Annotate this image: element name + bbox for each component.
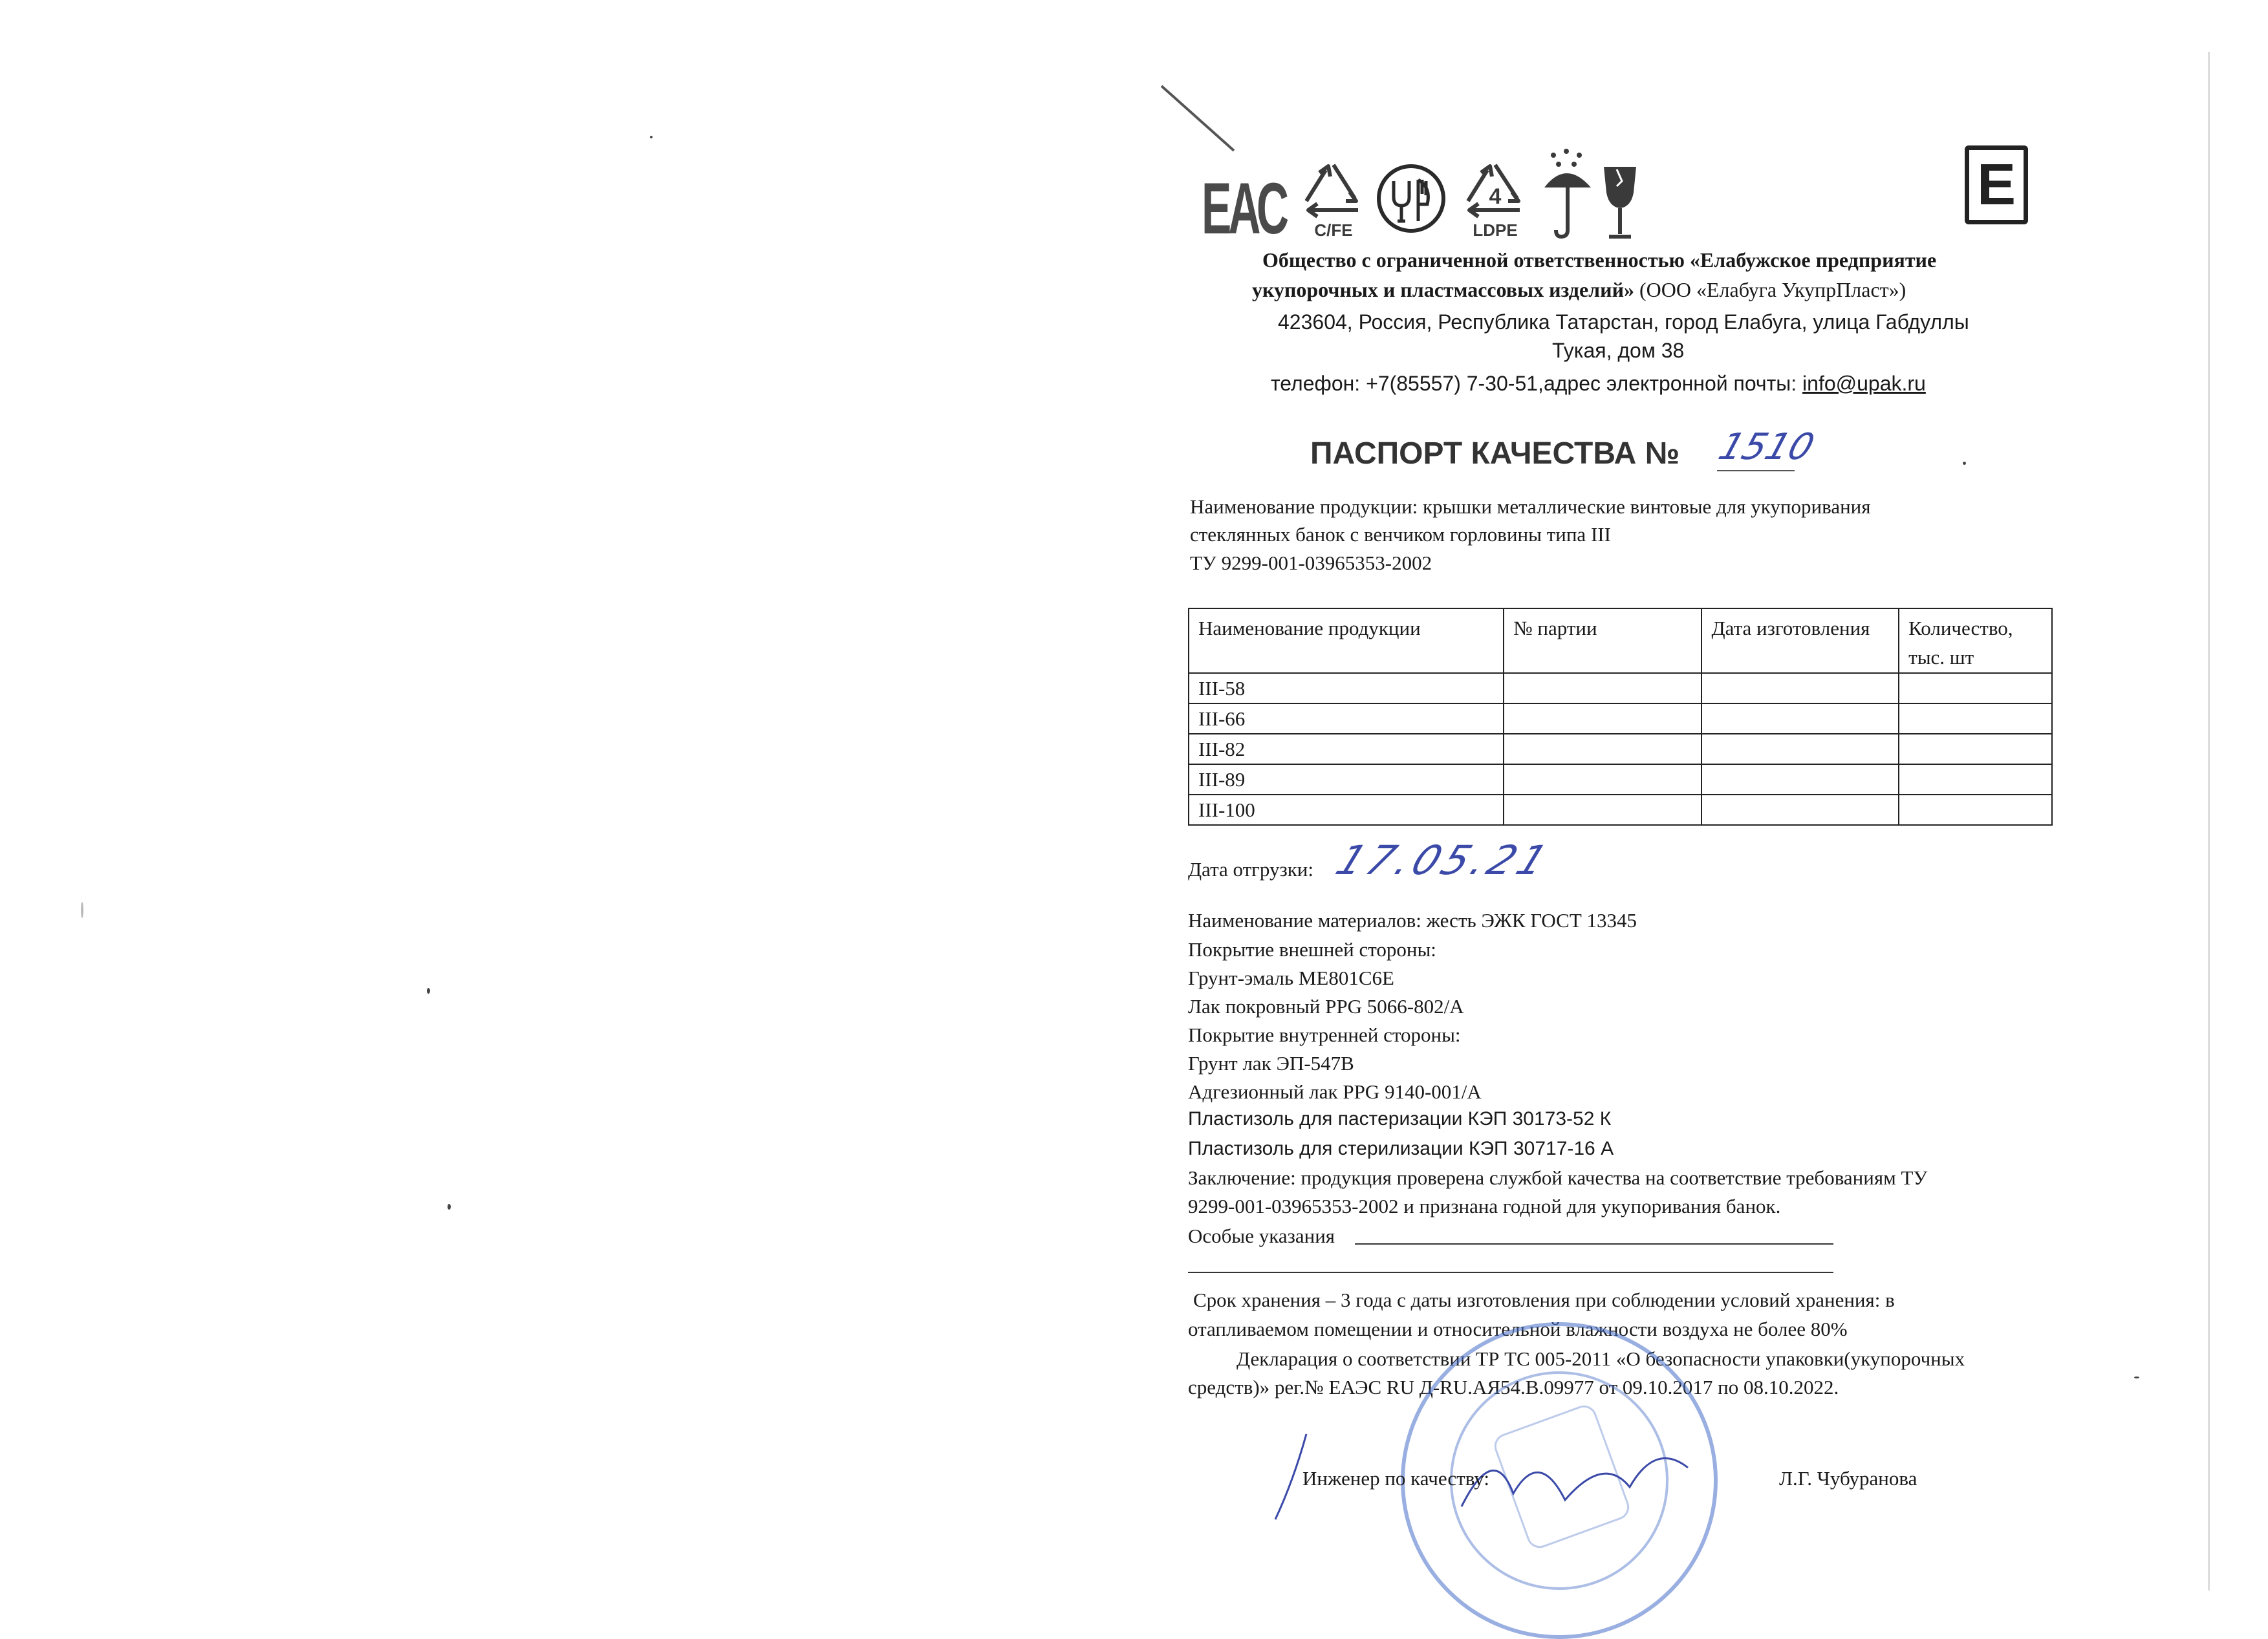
cell-product: III-100	[1189, 795, 1504, 825]
scan-speck	[650, 136, 653, 138]
materials-line-7: Адгезионный лак PPG 9140-001/А	[1188, 1080, 1482, 1103]
address-line-2: Тукая, дом 38	[1552, 339, 1685, 362]
product-line-2: стеклянных банок с венчиком горловины типа III	[1190, 523, 1611, 546]
col-header-product: Наименование продукции	[1189, 608, 1504, 673]
cell-qty	[1899, 764, 2052, 795]
keep-dry-icon	[1540, 147, 1595, 241]
cell-batch	[1504, 764, 1701, 795]
table-header-row	[1189, 608, 2052, 673]
eac-mark: ЕАС	[1202, 168, 1286, 249]
materials-line-8: Пластизоль для пастеризации КЭП 30173-52 К	[1188, 1108, 1612, 1130]
shipping-label: Дата отгрузки:	[1188, 858, 1313, 881]
page-title: ПАСПОРТ КАЧЕСТВА №	[1310, 436, 1680, 471]
table-row	[1189, 673, 2052, 703]
cell-qty	[1899, 673, 2052, 703]
company-line-2	[1252, 279, 1906, 300]
fragile-glass-icon	[1597, 162, 1643, 242]
conclusion-line-1: Заключение: продукция проверена службой качества на соответствие требованиям ТУ	[1188, 1166, 1928, 1189]
shipping-date: 17.05.21	[1329, 837, 1559, 884]
food-safe-icon	[1374, 162, 1449, 236]
cell-qty	[1899, 734, 2052, 764]
materials-line-6: Грунт лак ЭП-547В	[1188, 1052, 1354, 1075]
special-instructions-label: Особые указания	[1188, 1225, 1335, 1247]
cell-date	[1701, 764, 1899, 795]
product-line-1: Наименование продукции: крышки металлические винтовые для укупоривания	[1190, 495, 1871, 518]
signatory-name: Л.Г. Чубуранова	[1779, 1467, 1917, 1490]
address-line-1: 423604, Россия, Республика Татарстан, город Елабуга, улица Габдуллы	[1278, 310, 1969, 334]
cell-batch	[1504, 795, 1701, 825]
table-row	[1189, 764, 2052, 795]
pen-mark	[1158, 81, 1242, 158]
materials-line-2: Покрытие внешней стороны:	[1188, 938, 1436, 961]
cfe-label: C/FE	[1314, 220, 1353, 240]
passport-number: 1510	[1713, 426, 1820, 468]
ldpe-number: 4	[1489, 184, 1502, 209]
cell-date	[1701, 795, 1899, 825]
cell-date	[1701, 734, 1899, 764]
signature-label: Инженер по качеству:	[1302, 1467, 1490, 1490]
cell-qty	[1899, 703, 2052, 734]
declaration-line-2: средств)» рег.№ ЕАЭС RU Д-RU.АЯ54.В.09977 от 09.10.2017 по 08.10.2022.	[1188, 1376, 1839, 1398]
e-mark-icon: E	[1965, 145, 2028, 224]
col-header-qty: Количество, тыс. шт	[1899, 608, 2052, 673]
materials-line-9: Пластизоль для стерилизации КЭП 30717-16 А	[1188, 1138, 1614, 1159]
scan-speck	[81, 902, 83, 918]
recycle-cfe-icon	[1297, 158, 1371, 241]
cell-product: III-89	[1189, 764, 1504, 795]
cell-batch	[1504, 673, 1701, 703]
cell-product: III-82	[1189, 734, 1504, 764]
phone-text: телефон: +7(85557) 7-30-51,адрес электронной почты:	[1271, 372, 1803, 395]
company-line-1: Общество с ограниченной ответственностью «Елабужское предприятие	[1262, 248, 1937, 272]
number-underline	[1717, 470, 1795, 471]
conclusion-line-2: 9299-001-03965353-2002 и признана годной для укупоривания банок.	[1188, 1195, 1781, 1217]
col-header-date: Дата изготовления	[1701, 608, 1899, 673]
products-table	[1188, 608, 2053, 826]
scan-speck	[2134, 1377, 2139, 1378]
storage-line-1: Срок хранения – 3 года с даты изготовления при соблюдении условий хранения: в	[1193, 1289, 1895, 1311]
materials-line-1: Наименование материалов: жесть ЭЖК ГОСТ 13345	[1188, 909, 1637, 932]
cell-batch	[1504, 734, 1701, 764]
table-row	[1189, 734, 2052, 764]
storage-line-2: отапливаемом помещении и относительной влажности воздуха не более 80%	[1188, 1318, 1848, 1340]
col-header-batch: № партии	[1504, 608, 1701, 673]
scan-speck	[448, 1204, 451, 1210]
ldpe-label: LDPE	[1473, 220, 1518, 240]
cell-product: III-58	[1189, 673, 1504, 703]
cell-qty	[1899, 795, 2052, 825]
special-instructions-line-2	[1188, 1272, 1833, 1273]
email-link[interactable]: info@upak.ru	[1802, 372, 1926, 395]
cell-batch	[1504, 703, 1701, 734]
company-short-name: (ООО «Елабуга УкупрПласт»)	[1634, 278, 1906, 301]
cell-date	[1701, 703, 1899, 734]
scan-edge	[2208, 52, 2210, 1591]
declaration-line-1: Декларация о соответствии ТР ТС 005-2011 «О безопасности упаковки(укупорочных	[1237, 1347, 1965, 1370]
cell-product: III-66	[1189, 703, 1504, 734]
materials-line-3: Грунт-эмаль МЕ801С6Е	[1188, 967, 1394, 989]
table-row	[1189, 795, 2052, 825]
materials-line-5: Покрытие внутренней стороны:	[1188, 1023, 1461, 1046]
recycle-ldpe-icon	[1455, 158, 1536, 241]
scan-speck	[1963, 462, 1966, 465]
scan-speck	[427, 988, 430, 994]
special-instructions-line	[1355, 1243, 1833, 1245]
contact-line	[1271, 373, 1926, 394]
product-line-3: ТУ 9299-001-03965353-2002	[1190, 552, 1432, 574]
cell-date	[1701, 673, 1899, 703]
materials-line-4: Лак покровный PPG 5066-802/А	[1188, 995, 1464, 1018]
table-row	[1189, 703, 2052, 734]
company-name-bold: укупорочных и пластмассовых изделий»	[1252, 278, 1634, 301]
